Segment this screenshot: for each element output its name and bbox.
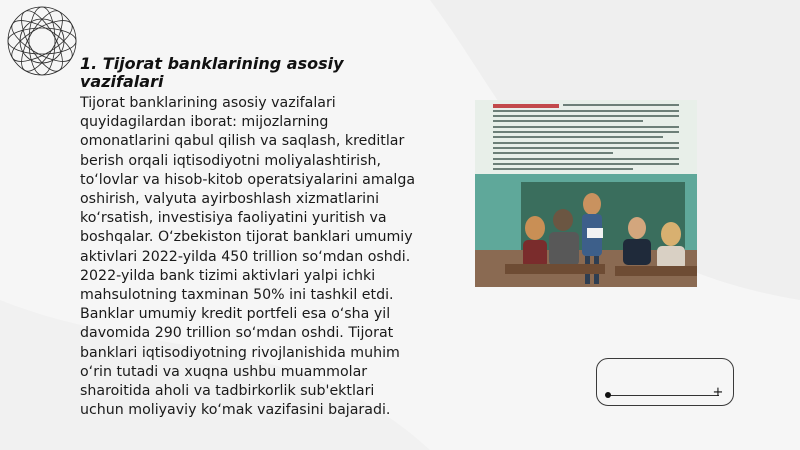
circular-lines-logo [5, 4, 79, 78]
slide-title: 1. Tijorat banklarining asosiy vazifalari [80, 54, 344, 91]
slide-navigation-control[interactable] [596, 358, 734, 406]
classroom-photo [475, 100, 697, 287]
classroom-people-illustration [475, 100, 697, 287]
slide-body-text: Tijorat banklarining asosiy vazifalari quyidagilardan iborat: mijozlarning omonatlarini qabul qilish va saqlash, kreditlar berish orqali iqtisodiyotni moliyalashtirish, to‘lovlar va hisob-kitob operatsiyalarini amalga oshirish, valyuta ayirboshlash xizmatlarini ko‘rsatish, investisiya faoliyatini yuritish va boshqalar. O‘zbekiston tijorat banklari umumiy aktivlari 2022-yilda 450 trillion so‘mdan oshdi. 2022-yilda bank tizimi aktivlari yalpi ichki mahsulotning taxminan 50% ini tashkil etdi. Banklar umumiy kredit portfeli esa o‘sha yil davomida 290 trillion so‘mdan oshdi. Tijorat banklari iqtisodiyotning rivojlanishida muhim o‘rin tutadi va xuqna ushbu muammolar sharoitida aholi va tadbirkorlik sub'ektlari uchun moliyaviy ko‘mak vazifasini bajaradi. [80, 95, 416, 419]
slide-progress-handle[interactable] [605, 392, 611, 398]
slide-progress-track[interactable] [607, 395, 719, 396]
plus-icon[interactable]: + [712, 385, 724, 400]
